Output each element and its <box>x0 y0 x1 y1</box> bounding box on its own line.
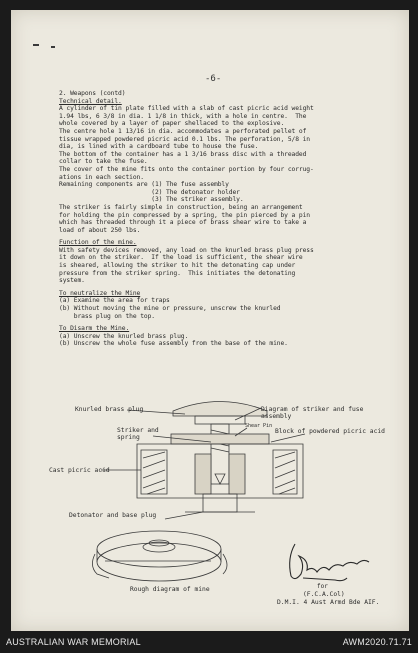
signature-rank: (F.C.A.Col) <box>303 591 345 598</box>
list-item: (b) Without moving the mine or pressure, unscrew the knurled <box>59 305 281 313</box>
technical-paragraph <box>59 105 399 234</box>
function-heading: Function of the mine. <box>59 239 137 247</box>
punch-mark-left <box>33 44 39 46</box>
text-line: The bottom of the container has a 1 3/16 brass disc with a threaded <box>59 150 307 158</box>
text-line: load of about 250 lbs. <box>59 226 141 234</box>
text-line: is sheared, allowing the striker to hit the detonating cap under <box>59 262 296 270</box>
list-item: (a) Examine the area for traps <box>59 297 170 305</box>
neutralize-list <box>59 297 399 320</box>
text-line: it down on the striker. If the load is sufficient, the shear wire <box>59 254 303 262</box>
text-line: dia, is lined with a cardboard tube to house the fuse. <box>59 143 259 151</box>
label-striker-spring: Striker and spring <box>117 427 159 441</box>
list-item: (b) Unscrew the whole fuse assembly from the base of the mine. <box>59 340 288 348</box>
text-line: collar to take the fuse. <box>59 158 148 166</box>
text-line: whole covered by a layer of paper shellaced to the explosive. <box>59 120 285 128</box>
text-line: (2) The detonator holder <box>59 188 240 196</box>
disarm-heading: To Disarm the Mine. <box>59 325 130 333</box>
text-line: (3) The striker assembly. <box>59 196 244 204</box>
text-line: The centre hole 1 13/16 in dia. accommodates a perforated pellet of <box>59 127 307 135</box>
text-line: system. <box>59 277 85 285</box>
text-line: which has threaded through it a piece of brass shear wire to take a <box>59 219 307 227</box>
text-line: tissue wrapped powdered picric acid 0.1 lbs. The perforation, 5/8 in <box>59 135 310 143</box>
label-knurled-plug: Knurled brass plug <box>75 406 144 413</box>
subheading-technical: Technical detail. <box>59 97 122 105</box>
label-shear-pin: Shear Pin <box>245 423 273 429</box>
signature-block <box>273 538 393 608</box>
text-line: pressure from the striker spring. This initiates the detonating <box>59 269 296 277</box>
label-striker-diagram: Diagram of striker and fuse assembly <box>261 406 364 420</box>
label-detonator-base: Detonator and base plug <box>69 512 157 519</box>
signature-for: for <box>317 583 328 590</box>
document-body <box>59 90 399 348</box>
punch-mark-right <box>51 46 55 48</box>
list-item: (a) Unscrew the knurled brass plug. <box>59 332 189 340</box>
text-line: Remaining components are (1) The fuse assembly <box>59 181 229 189</box>
footer-institution: AUSTRALIAN WAR MEMORIAL <box>6 637 141 647</box>
text-line: The striker is fairly simple in construction, being an arrangement <box>59 203 303 211</box>
list-item: brass plug on the top. <box>59 312 155 320</box>
label-block-picric: Block of powdered picric acid <box>275 428 385 435</box>
text-line: The cover of the mine fits onto the container portion by four corrug- <box>59 165 314 173</box>
page-number: -6- <box>205 74 222 84</box>
label-cast-picric: Cast picric acid <box>49 467 110 474</box>
function-paragraph <box>59 247 399 285</box>
text-line: A cylinder of tin plate filled with a slab of cast picric acid weight <box>59 105 314 113</box>
footer-accession-id: AWM2020.71.71 <box>342 637 412 647</box>
text-line: for holding the pin compressed by a spring, the pin pierced by a pin <box>59 211 310 219</box>
archive-footer <box>0 631 418 653</box>
text-line: With safety devices removed, any load on the knurled brass plug press <box>59 246 314 254</box>
label-rough-diagram: Rough diagram of mine <box>130 586 210 593</box>
text-line: ations in each section. <box>59 173 144 181</box>
text-line: 1.94 lbs, 6 3/8 in dia. 1 1/8 in thick, with a hole in centre. The <box>59 112 307 120</box>
disarm-list <box>59 333 399 348</box>
signature-unit: D.M.I. 4 Aust Armd Bde AIF. <box>277 599 380 606</box>
document-page <box>11 10 409 631</box>
neutralize-heading: To neutralize the Mine <box>59 289 141 297</box>
section-heading: 2. Weapons (contd) <box>59 90 126 97</box>
